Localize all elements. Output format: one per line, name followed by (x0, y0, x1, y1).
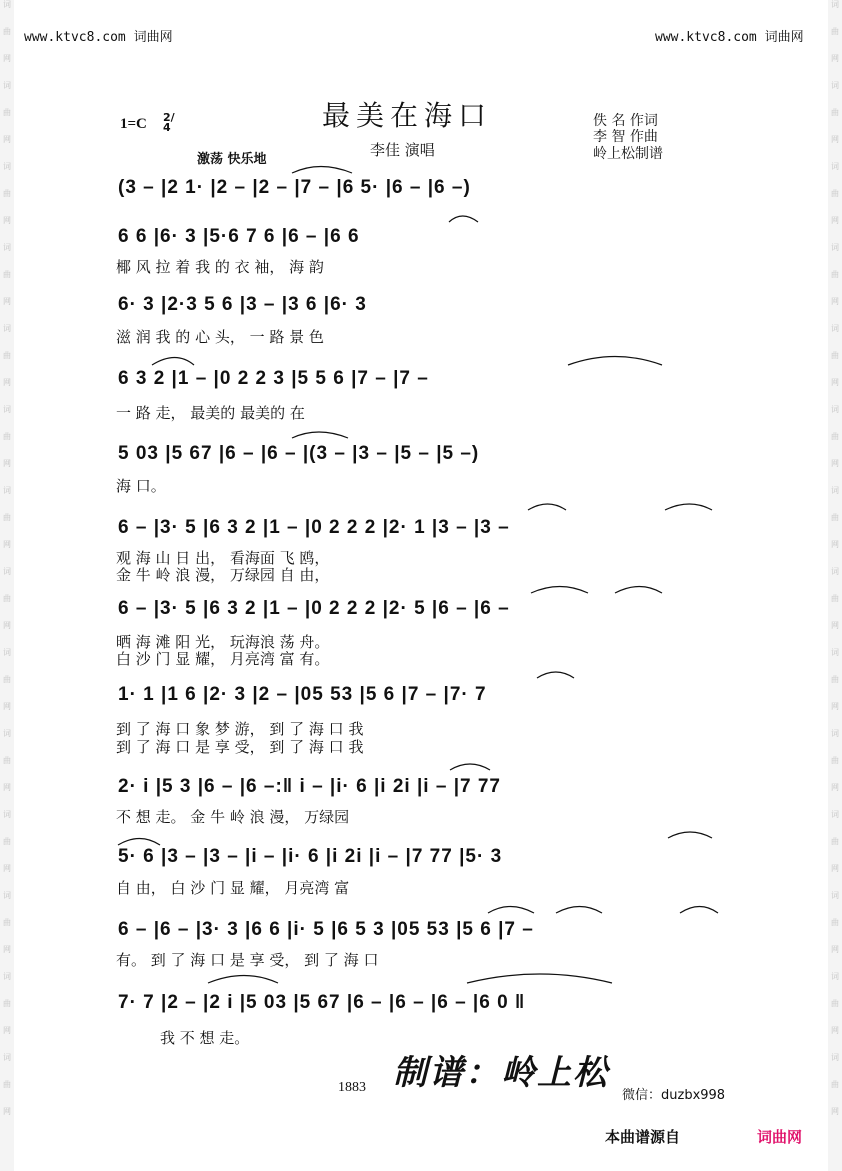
watermark-glyph: 词 (831, 81, 839, 90)
watermark-glyph: 词 (3, 1053, 11, 1062)
watermark-glyph: 网 (3, 1026, 11, 1035)
watermark-glyph: 词 (831, 648, 839, 657)
staff-11-lyrics: 有。 到 了 海 口 是 享 受， 到 了 海 口 (116, 951, 379, 969)
header-site-right[interactable]: www.ktvc8.com 词曲网 (655, 30, 804, 45)
staff-7-lyrics-verse-1: 晒 海 滩 阳 光， 玩海浪 荡 舟。 (116, 633, 330, 651)
watermark-glyph: 曲 (3, 27, 11, 36)
watermark-glyph: 词 (831, 729, 839, 738)
staff-6-notes: 6 – |3· 5 |6 3 2 |1 – |0 2 2 2 |2· 1 |3 – |3 – (118, 517, 510, 538)
watermark-glyph: 网 (831, 1107, 839, 1116)
watermark-glyph: 词 (831, 243, 839, 252)
watermark-glyph: 曲 (3, 189, 11, 198)
watermark-glyph: 词 (831, 810, 839, 819)
staff-4-notes: 6 3 2 |1 – |0 2 2 3 |5 5 6 |7 – |7 – (118, 368, 429, 389)
watermark-glyph: 词 (3, 729, 11, 738)
watermark-glyph: 词 (831, 1053, 839, 1062)
watermark-glyph: 曲 (3, 270, 11, 279)
song-key: 1=C (120, 116, 147, 132)
watermark-glyph: 词 (3, 648, 11, 657)
watermark-glyph: 网 (831, 54, 839, 63)
staff-9-notes: 2· i |5 3 |6 – |6 –:‖ i – |i· 6 |i 2i |i – |7 77 (118, 776, 501, 797)
watermark-glyph: 曲 (831, 108, 839, 117)
watermark-glyph: 曲 (3, 594, 11, 603)
song-lyricist: 佚 名 作词 (593, 113, 658, 129)
watermark-glyph: 曲 (831, 594, 839, 603)
page-number: 1883 (338, 1080, 366, 1095)
watermark-glyph: 曲 (3, 918, 11, 927)
watermark-glyph: 网 (831, 621, 839, 630)
watermark-glyph: 曲 (831, 270, 839, 279)
watermark-glyph: 曲 (831, 513, 839, 522)
watermark-glyph: 曲 (3, 837, 11, 846)
watermark-glyph: 网 (831, 459, 839, 468)
watermark-glyph: 网 (3, 378, 11, 387)
staff-3-notes: 6· 3 |2·3 5 6 |3 – |3 6 |6· 3 (118, 294, 367, 315)
watermark-glyph: 网 (831, 216, 839, 225)
watermark-glyph: 词 (831, 891, 839, 900)
watermark-glyph: 网 (3, 540, 11, 549)
staff-10-notes: 5· 6 |3 – |3 – |i – |i· 6 |i 2i |i – |7 77 |5· 3 (118, 846, 503, 867)
staff-11-notes: 6 – |6 – |3· 3 |6 6 |i· 5 |6 5 3 |05 53 |5 6 |7 – (118, 919, 534, 940)
watermark-glyph: 词 (3, 0, 11, 9)
watermark-glyph: 曲 (3, 351, 11, 360)
watermark-glyph: 网 (3, 702, 11, 711)
staff-8-notes: 1· 1 |1 6 |2· 3 |2 – |05 53 |5 6 |7 – |7· 7 (118, 684, 487, 705)
watermark-glyph: 网 (3, 297, 11, 306)
watermark-glyph: 词 (831, 405, 839, 414)
watermark-glyph: 曲 (3, 756, 11, 765)
watermark-glyph: 曲 (831, 432, 839, 441)
watermark-glyph: 曲 (3, 675, 11, 684)
staff-2-notes: 6 6 |6· 3 |5·6 7 6 |6 – |6 6 (118, 226, 360, 247)
watermark-glyph: 网 (3, 945, 11, 954)
staff-1-notes: (3 – |2 1· |2 – |2 – |7 – |6 5· |6 – |6 –) (118, 177, 471, 198)
watermark-glyph: 网 (831, 702, 839, 711)
song-transcriber: 岭上松制谱 (593, 146, 663, 162)
tempo-marking: 激荡 快乐地 (197, 152, 267, 167)
watermark-glyph: 曲 (3, 1080, 11, 1089)
watermark-glyph: 曲 (3, 108, 11, 117)
watermark-glyph: 词 (3, 810, 11, 819)
staff-7-notes: 6 – |3· 5 |6 3 2 |1 – |0 2 2 2 |2· 5 |6 – |6 – (118, 598, 510, 619)
watermark-glyph: 网 (831, 1026, 839, 1035)
staff-6-lyrics-verse-2: 金 牛 岭 浪 漫， 万绿园 自 由， (116, 566, 330, 584)
song-title: 最美在海口 (322, 99, 493, 132)
watermark-glyph: 网 (831, 864, 839, 873)
watermark-glyph: 网 (3, 135, 11, 144)
staff-4-lyrics: 一 路 走， 最美的 最美的 在 (116, 404, 305, 422)
watermark-glyph: 网 (831, 297, 839, 306)
watermark-glyph: 词 (3, 324, 11, 333)
watermark-glyph: 网 (3, 216, 11, 225)
watermark-glyph: 曲 (831, 189, 839, 198)
watermark-glyph: 网 (831, 378, 839, 387)
watermark-glyph: 词 (3, 567, 11, 576)
staff-12-lyrics: 我 不 想 走。 (160, 1029, 250, 1047)
staff-3-lyrics: 滋 润 我 的 心 头， 一 路 景 色 (116, 328, 324, 346)
watermark-glyph: 网 (831, 945, 839, 954)
staff-10-lyrics: 自 由， 白 沙 门 显 耀， 月亮湾 富 (116, 879, 350, 897)
watermark-glyph: 词 (831, 324, 839, 333)
watermark-glyph: 网 (3, 783, 11, 792)
watermark-glyph: 曲 (831, 999, 839, 1008)
watermark-glyph: 网 (831, 783, 839, 792)
watermark-glyph: 曲 (831, 756, 839, 765)
staff-8-lyrics-verse-2: 到 了 海 口 是 享 受， 到 了 海 口 我 (116, 738, 364, 756)
source-prefix: 本曲谱源自 (605, 1128, 681, 1146)
watermark-glyph: 词 (3, 486, 11, 495)
watermark-glyph: 网 (831, 540, 839, 549)
staff-2-lyrics: 椰 风 拉 着 我 的 衣 袖， 海 韵 (116, 258, 324, 276)
watermark-glyph: 词 (3, 243, 11, 252)
watermark-glyph: 网 (3, 459, 11, 468)
watermark-glyph: 网 (831, 135, 839, 144)
watermark-glyph: 网 (3, 1107, 11, 1116)
signature: 制谱：岭上松 (393, 1053, 609, 1093)
staff-5-lyrics: 海 口。 (116, 477, 166, 495)
watermark-glyph: 网 (3, 864, 11, 873)
watermark-glyph: 曲 (831, 27, 839, 36)
staff-7-lyrics-verse-2: 白 沙 门 显 耀， 月亮湾 富 有。 (116, 650, 330, 668)
song-meter: 2/4 (163, 111, 175, 134)
staff-9-lyrics: 不 想 走。 金 牛 岭 浪 漫， 万绿园 (116, 808, 350, 826)
watermark-glyph: 词 (831, 162, 839, 171)
watermark-glyph: 词 (831, 486, 839, 495)
watermark-glyph: 网 (3, 54, 11, 63)
song-singer: 李佳 演唱 (370, 141, 435, 159)
watermark-glyph: 曲 (3, 999, 11, 1008)
staff-6-lyrics-verse-1: 观 海 山 日 出， 看海面 飞 鸥， (116, 549, 330, 567)
staff-5-notes: 5 03 |5 67 |6 – |6 – |(3 – |3 – |5 – |5 –) (118, 443, 480, 464)
watermark-glyph: 曲 (831, 675, 839, 684)
watermark-glyph: 曲 (831, 918, 839, 927)
song-composer: 李 智 作曲 (593, 129, 658, 145)
watermark-glyph: 词 (3, 891, 11, 900)
wechat-id: 微信：duzbx998 (622, 1088, 726, 1103)
watermark-glyph: 词 (3, 972, 11, 981)
watermark-glyph: 词 (3, 162, 11, 171)
watermark-glyph: 曲 (3, 513, 11, 522)
watermark-glyph: 词 (3, 405, 11, 414)
watermark-glyph: 词 (831, 567, 839, 576)
watermark-glyph: 曲 (831, 837, 839, 846)
watermark-glyph: 曲 (831, 1080, 839, 1089)
watermark-glyph: 词 (831, 0, 839, 9)
watermark-glyph: 词 (3, 81, 11, 90)
watermark-glyph: 网 (3, 621, 11, 630)
watermark-glyph: 曲 (3, 432, 11, 441)
staff-8-lyrics-verse-1: 到 了 海 口 象 梦 游， 到 了 海 口 我 (116, 720, 364, 738)
watermark-glyph: 曲 (831, 351, 839, 360)
header-site-left[interactable]: www.ktvc8.com 词曲网 (24, 30, 173, 45)
source-site-link[interactable]: 词曲网 (757, 1128, 803, 1146)
watermark-glyph: 词 (831, 972, 839, 981)
staff-12-notes: 7· 7 |2 – |2 i |5 03 |5 67 |6 – |6 – |6 – |6 0 ‖ (118, 992, 526, 1013)
